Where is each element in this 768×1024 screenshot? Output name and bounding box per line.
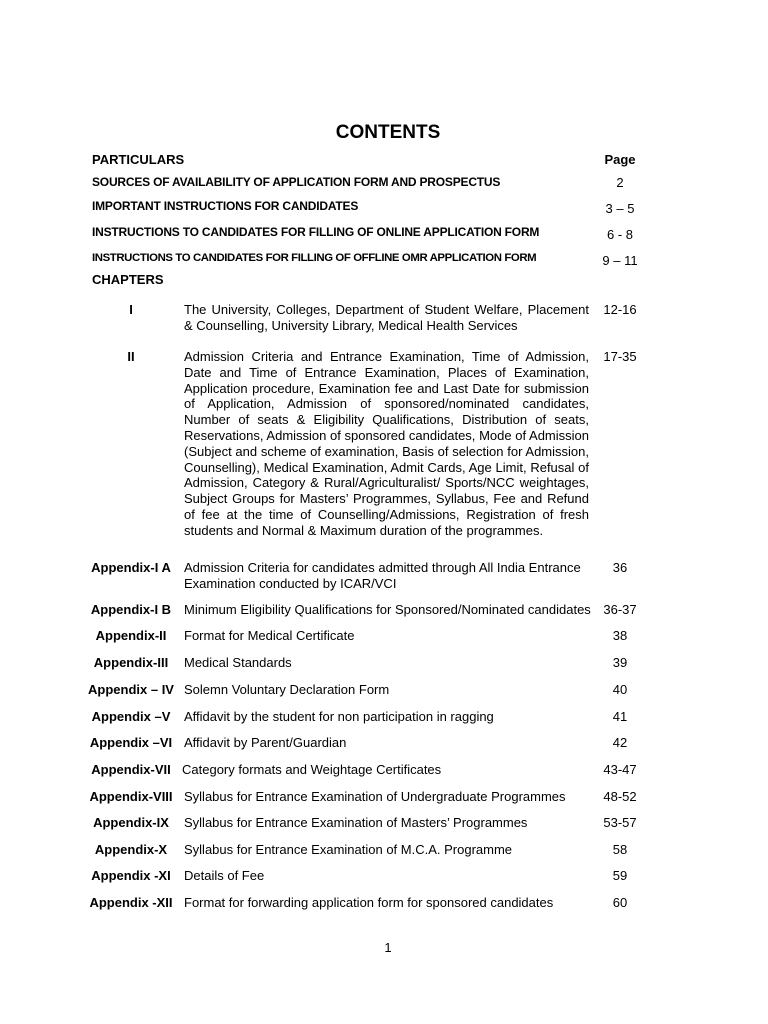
chapter-description: Admission Criteria and Entrance Examination, Time of Admission, Date and Time of Entrance Examination, Places of Examination, Application procedure, Examination fee and Last Date for submission of Application, Admission of sponsored/nominated candidates, Number of seats & Eligibility Qualifications, Distribution of seats, Reservations, Admission of sponsored candidates, Mode of Admission (Subject and scheme of examination, Basis of selection for Admission, Counselling), Medical Examination, Admit Cards, Age Limit, Refusal of Admission, Category & Rural/Agriculturalist/ Sports/NCC weightages, Subject Groups for Masters’ Programmes, Syllabus, Fee and Refund of fee at the time of Counselling/Admissions, Registration of fresh students and Normal & Maximum duration of the programmes.: [184, 349, 589, 538]
appendix-page: 60: [612, 895, 628, 910]
top-row-page: 9 – 11: [602, 253, 638, 268]
appendix-description: Syllabus for Entrance Examination of M.C.A. Programme: [184, 842, 513, 857]
top-row-label: IMPORTANT INSTRUCTIONS FOR CANDIDATES: [92, 199, 359, 213]
appendix-page: 59: [612, 868, 628, 883]
top-row-label: INSTRUCTIONS TO CANDIDATES FOR FILLING OF OFFLINE OMR APPLICATION FORM: [92, 252, 537, 264]
appendix-description: Affidavit by Parent/Guardian: [184, 735, 347, 750]
appendix-page: 38: [612, 628, 628, 643]
appendix-page: 41: [612, 709, 628, 724]
top-row-label: SOURCES OF AVAILABILITY OF APPLICATION FORM AND PROSPECTUS: [92, 175, 501, 189]
appendix-label: Appendix -XII: [89, 895, 173, 910]
top-row-page: 6 - 8: [606, 227, 633, 242]
appendix-page: 58: [612, 842, 628, 857]
appendix-label: Appendix –V: [91, 709, 171, 724]
appendix-description: Syllabus for Entrance Examination of Undergraduate Programmes: [184, 789, 566, 804]
appendix-description: Details of Fee: [184, 868, 265, 883]
appendix-label: Appendix-VIII: [89, 789, 173, 804]
chapter-page: 17-35: [603, 349, 637, 364]
appendix-label: Appendix-I B: [90, 602, 172, 617]
appendix-label: Appendix-III: [93, 655, 169, 670]
chapter-description: The University, Colleges, Department of Student Welfare, Placement & Counselling, University Library, Medical Health Services: [184, 302, 589, 333]
appendix-page: 43-47: [603, 762, 637, 777]
page-number-footer: 1: [384, 940, 392, 955]
appendix-page: 40: [612, 682, 628, 697]
appendix-label: Appendix-VII: [91, 762, 171, 777]
appendix-label: Appendix-II: [95, 628, 167, 643]
appendix-description: Category formats and Weightage Certificates: [182, 762, 442, 777]
appendix-label: Appendix-IX: [93, 815, 169, 830]
chapter-page: 12-16: [603, 302, 637, 317]
appendix-description: Format for forwarding application form for sponsored candidates: [184, 895, 554, 910]
appendix-description: Minimum Eligibility Qualifications for Sponsored/Nominated candidates: [184, 602, 591, 617]
appendix-page: 36-37: [603, 602, 637, 617]
top-row-page: 2: [616, 175, 624, 190]
appendix-label: Appendix-X: [94, 842, 168, 857]
appendix-label: Appendix – IV: [88, 682, 174, 697]
appendix-description: Syllabus for Entrance Examination of Masters’ Programmes: [184, 815, 528, 830]
appendix-description: Solemn Voluntary Declaration Form: [184, 682, 390, 697]
appendix-description: Admission Criteria for candidates admitted through All India Entrance Examination conducted by ICAR/VCI: [184, 560, 581, 591]
appendix-description: Medical Standards: [184, 655, 292, 670]
chapter-number: II: [127, 349, 135, 364]
appendix-page: 36: [612, 560, 628, 575]
appendix-description: Format for Medical Certificate: [184, 628, 355, 643]
appendix-label: Appendix -XI: [91, 868, 171, 883]
page-column-heading: Page: [604, 152, 636, 167]
top-row-label: INSTRUCTIONS TO CANDIDATES FOR FILLING OF ONLINE APPLICATION FORM: [92, 225, 540, 239]
chapter-number: I: [129, 302, 133, 317]
top-row-page: 3 – 5: [605, 201, 635, 216]
appendix-label: Appendix –VI: [89, 735, 173, 750]
chapters-heading: CHAPTERS: [92, 272, 164, 287]
appendix-page: 42: [612, 735, 628, 750]
page-title: CONTENTS: [335, 122, 441, 143]
appendix-label: Appendix-I A: [91, 560, 171, 575]
particulars-heading: PARTICULARS: [92, 152, 185, 167]
appendix-page: 53-57: [603, 815, 637, 830]
appendix-page: 48-52: [603, 789, 637, 804]
appendix-description: Affidavit by the student for non participation in ragging: [184, 709, 494, 724]
appendix-page: 39: [612, 655, 628, 670]
